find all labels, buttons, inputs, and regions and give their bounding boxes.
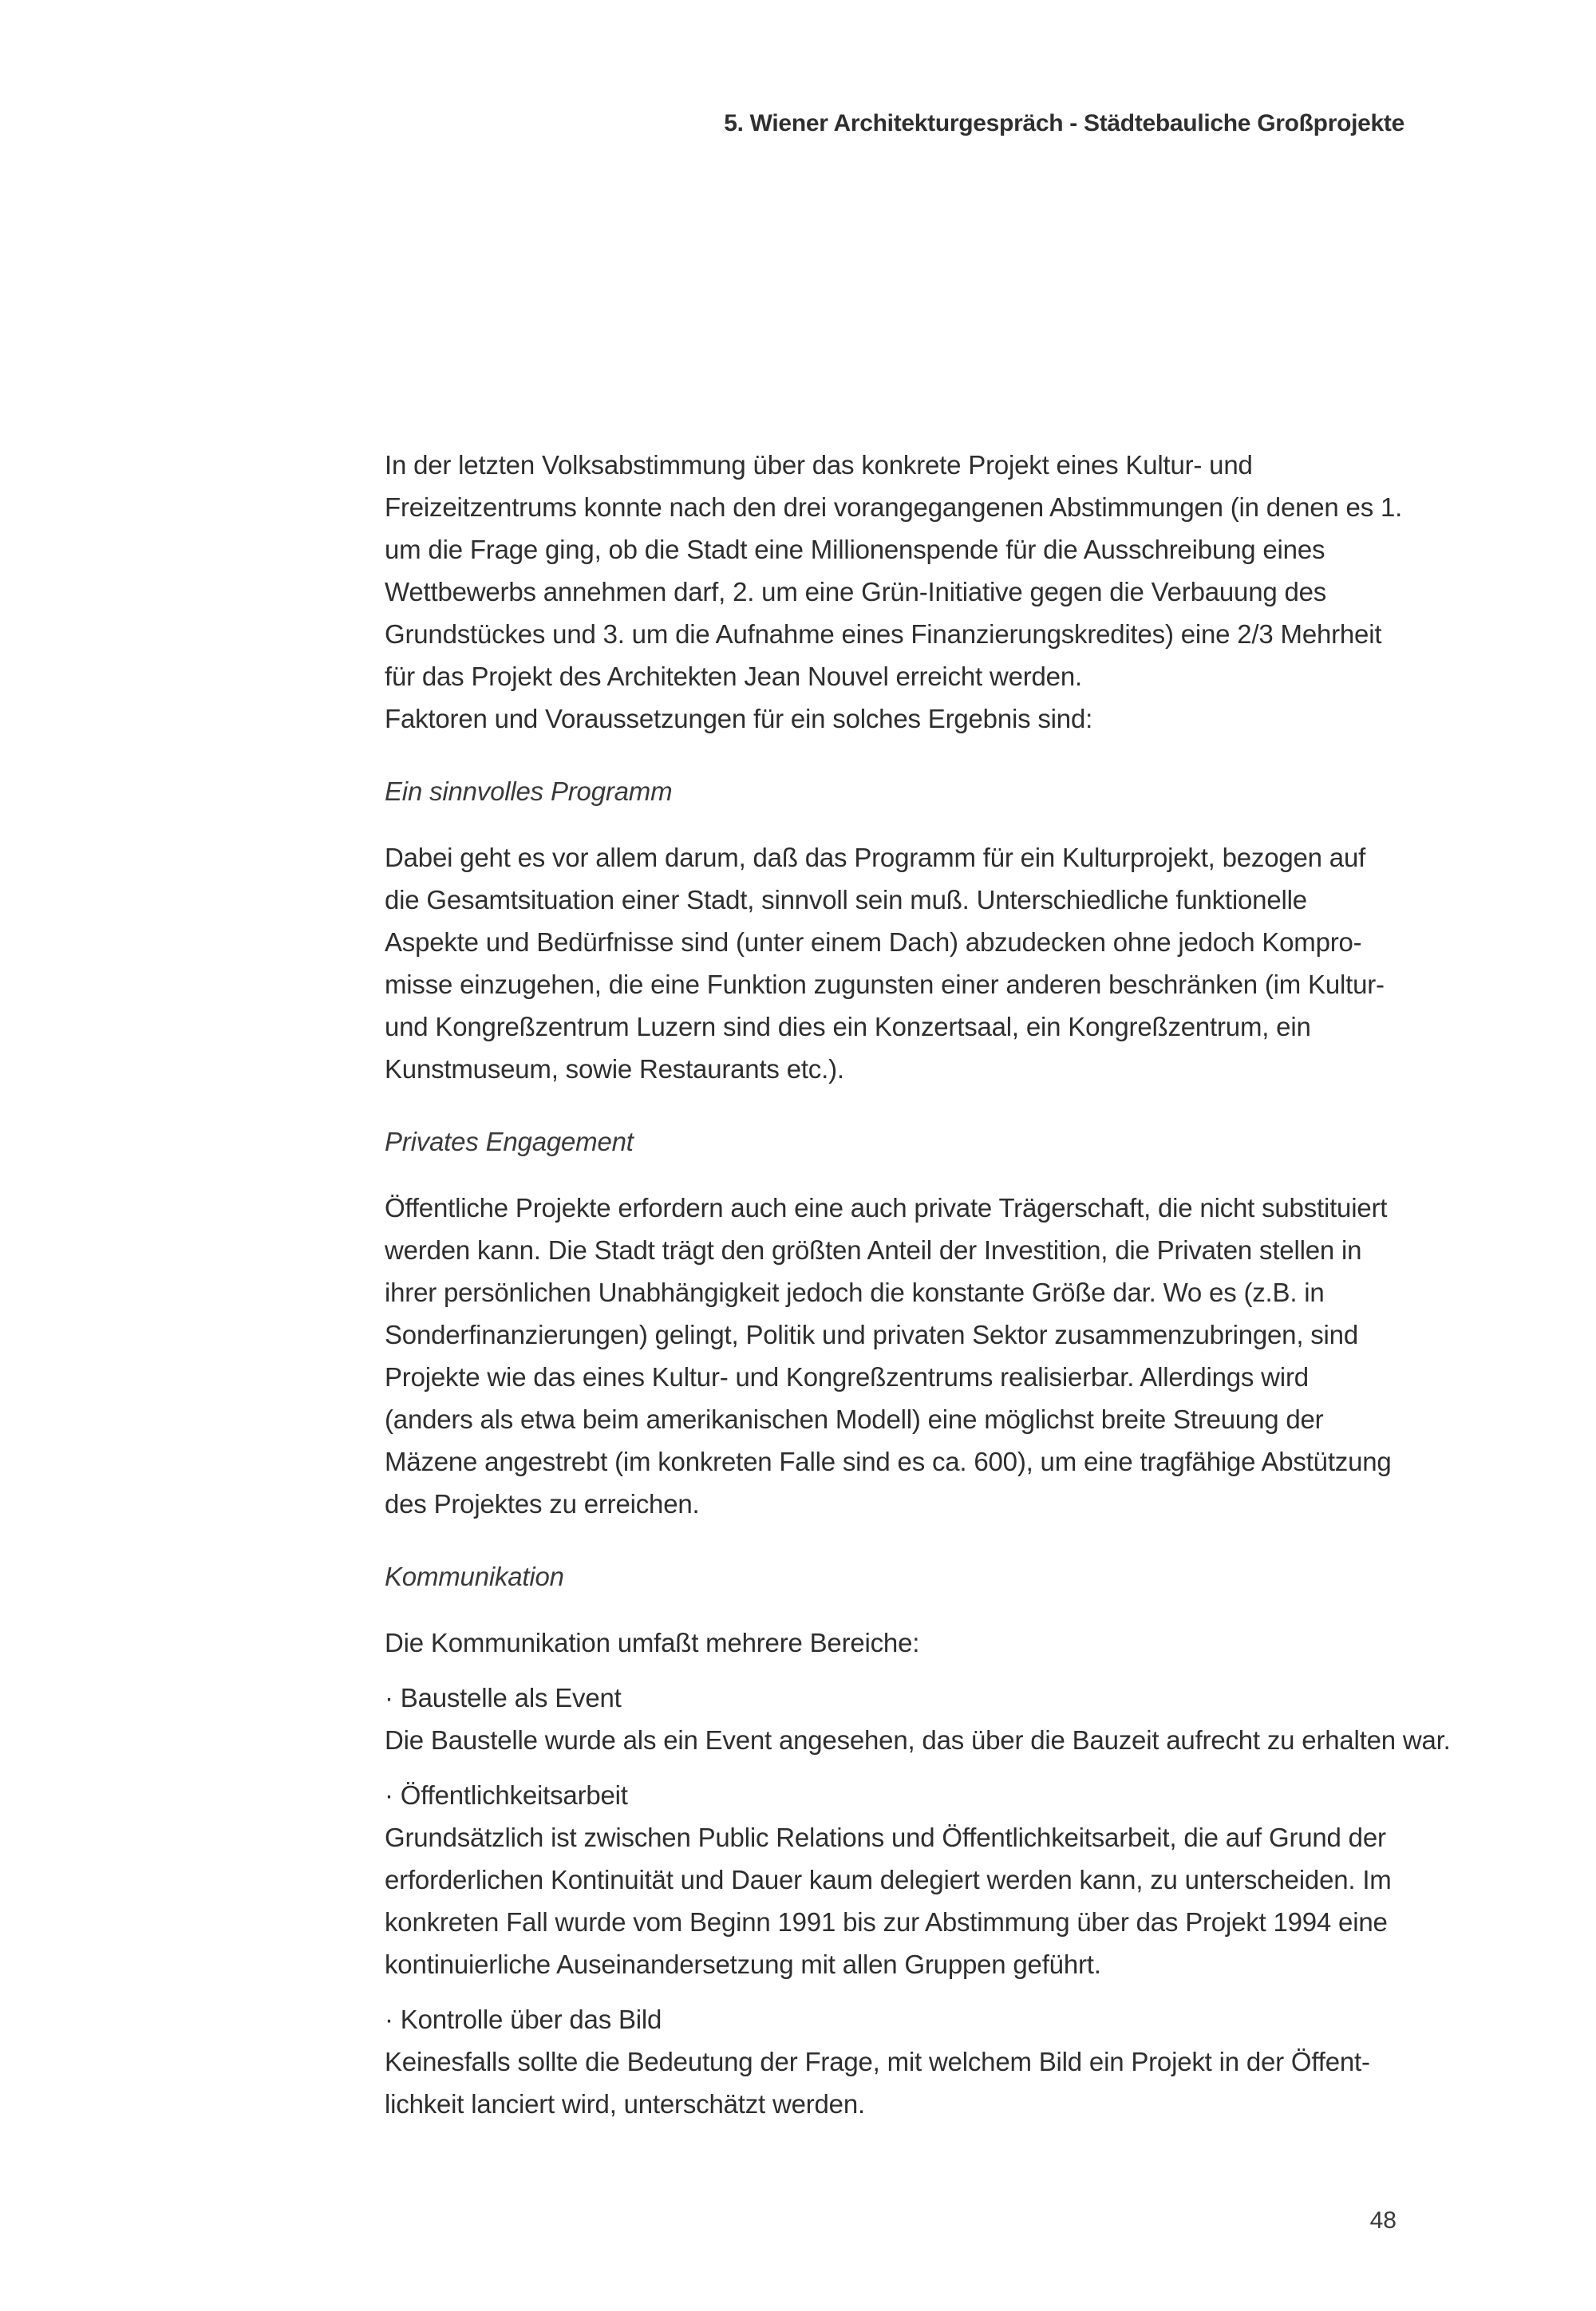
main-text bbox=[385, 444, 1451, 2125]
section-heading-program: Ein sinnvolles Programm bbox=[385, 776, 673, 806]
text-line: Mäzene angestrebt (im konkreten Falle sind es ca. 600), um eine tragfähige Abstützung bbox=[385, 1447, 1392, 1476]
communication-item bbox=[385, 1677, 1451, 1761]
text-line: (anders als etwa beim amerikanischen Modell) eine möglichst breite Streuung der bbox=[385, 1404, 1324, 1434]
text-line: Freizeitzentrums konnte nach den drei vorangegangenen Abstimmungen (in denen es 1. bbox=[385, 492, 1403, 522]
intro-paragraph bbox=[385, 444, 1414, 740]
text-line: für das Projekt des Architekten Jean Nouvel erreicht werden. bbox=[385, 662, 1082, 691]
text-line: Die Baustelle wurde als ein Event angesehen, das über die Bauzeit aufrecht zu erhalten war. bbox=[385, 1725, 1451, 1755]
list-item-title: · Kontrolle über das Bild bbox=[385, 2005, 662, 2034]
text-line: Aspekte und Bedürfnisse sind (unter einem Dach) abzudecken ohne jedoch Kompro- bbox=[385, 927, 1362, 957]
text-line: Grundsätzlich ist zwischen Public Relations und Öffentlichkeitsarbeit, die auf Grund der bbox=[385, 1823, 1386, 1852]
text-line: werden kann. Die Stadt trägt den größten Anteil der Investition, die Privaten stellen in bbox=[385, 1235, 1362, 1265]
program-paragraph bbox=[385, 836, 1414, 1090]
text-line: misse einzugehen, die eine Funktion zugunsten einer anderen beschränken (im Kultur- bbox=[385, 970, 1385, 999]
text-line: die Gesamtsituation einer Stadt, sinnvoll sein muß. Unterschiedliche funktionelle bbox=[385, 885, 1307, 915]
page-number: 48 bbox=[1369, 2207, 1396, 2234]
text-line: Dabei geht es vor allem darum, daß das Programm für ein Kulturprojekt, bezogen auf bbox=[385, 843, 1366, 872]
list-item-title: · Öffentlichkeitsarbeit bbox=[385, 1780, 628, 1810]
communication-item bbox=[385, 1774, 1414, 1985]
section-heading-private: Privates Engagement bbox=[385, 1127, 634, 1156]
communication-intro: Die Kommunikation umfaßt mehrere Bereiche: bbox=[385, 1628, 920, 1657]
text-line: des Projektes zu erreichen. bbox=[385, 1489, 700, 1519]
text-line: Grundstückes und 3. um die Aufnahme eines Finanzierungskredites) eine 2/3 Mehrheit bbox=[385, 619, 1382, 649]
text-line: lichkeit lanciert wird, unterschätzt werden. bbox=[385, 2089, 865, 2119]
private-paragraph bbox=[385, 1187, 1414, 1525]
text-line: Wettbewerbs annehmen darf, 2. um eine Grün-Initiative gegen die Verbauung des bbox=[385, 577, 1327, 606]
text-line: Projekte wie das eines Kultur- und Kongreßzentrums realisierbar. Allerdings wird bbox=[385, 1362, 1309, 1392]
text-line: In der letzten Volksabstimmung über das konkrete Projekt eines Kultur- und bbox=[385, 450, 1253, 480]
text-line: Kunstmuseum, sowie Restaurants etc.). bbox=[385, 1054, 844, 1084]
section-heading-communication: Kommunikation bbox=[385, 1562, 564, 1591]
text-line: Faktoren und Voraussetzungen für ein solches Ergebnis sind: bbox=[385, 704, 1093, 733]
text-line: konkreten Fall wurde vom Beginn 1991 bis zur Abstimmung über das Projekt 1994 eine bbox=[385, 1907, 1388, 1937]
running-header: 5. Wiener Architekturgespräch - Städtebauliche Großprojekte bbox=[724, 110, 1404, 136]
text-line: und Kongreßzentrum Luzern sind dies ein Konzertsaal, ein Kongreßzentrum, ein bbox=[385, 1012, 1311, 1041]
text-line: Öffentliche Projekte erfordern auch eine auch private Trägerschaft, die nicht substituiert bbox=[385, 1193, 1388, 1223]
text-line: ihrer persönlichen Unabhängigkeit jedoch die konstante Größe dar. Wo es (z.B. in bbox=[385, 1278, 1325, 1307]
communication-item bbox=[385, 1998, 1414, 2125]
text-line: Sonderfinanzierungen) gelingt, Politik und privaten Sektor zusammenzubringen, sind bbox=[385, 1320, 1358, 1349]
text-line: Keinesfalls sollte die Bedeutung der Frage, mit welchem Bild ein Projekt in der Öffent- bbox=[385, 2047, 1370, 2076]
list-item-title: · Baustelle als Event bbox=[385, 1683, 622, 1713]
text-line: um die Frage ging, ob die Stadt eine Millionenspende für die Ausschreibung eines bbox=[385, 535, 1325, 564]
text-line: erforderlichen Kontinuität und Dauer kaum delegiert werden kann, zu unterscheiden. Im bbox=[385, 1865, 1392, 1894]
text-line: kontinuierliche Auseinandersetzung mit allen Gruppen geführt. bbox=[385, 1950, 1101, 1979]
